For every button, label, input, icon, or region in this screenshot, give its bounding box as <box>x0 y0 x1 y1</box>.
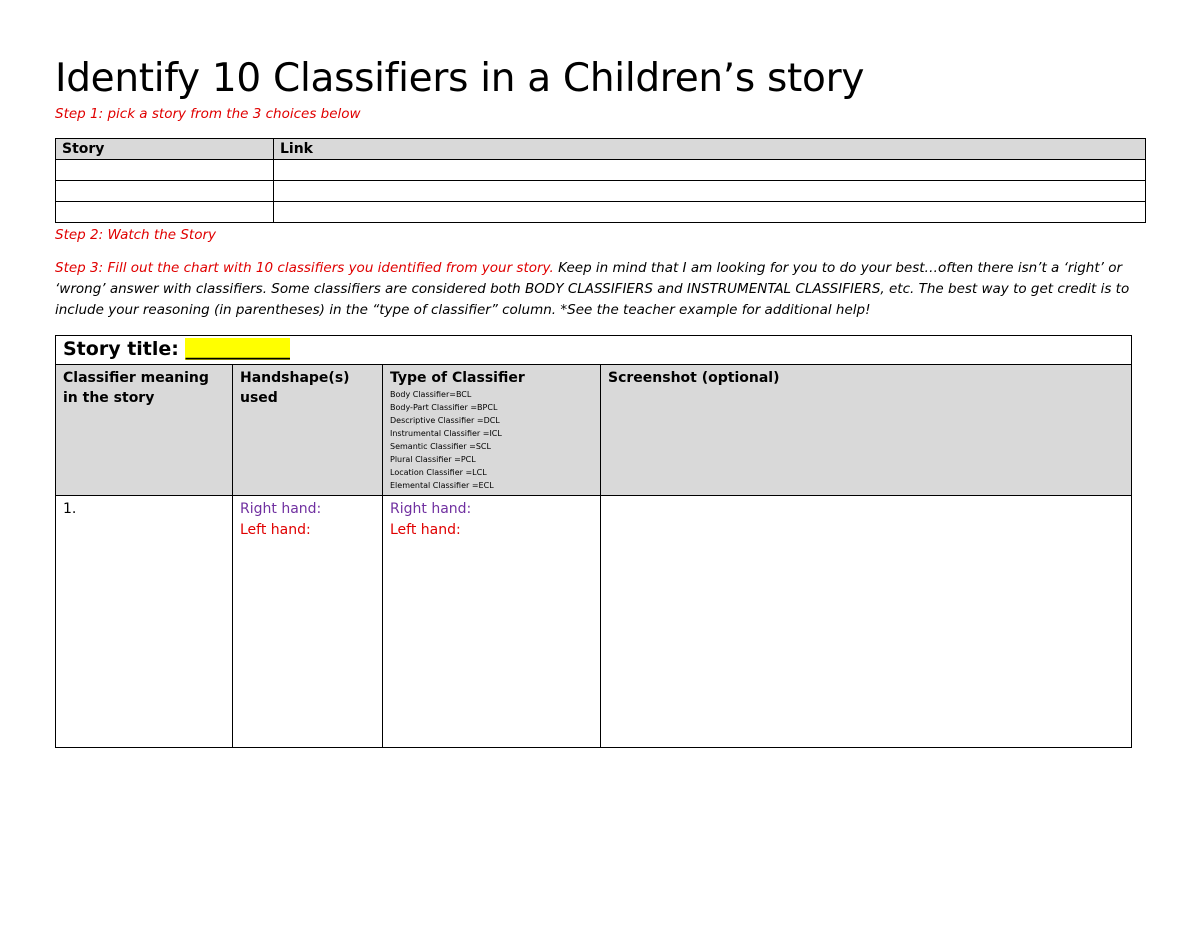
story-title-blank[interactable]: ___________ <box>185 338 290 360</box>
table-row <box>56 202 1146 223</box>
link-column-header: Link <box>274 139 1146 160</box>
story-column-header: Story <box>56 139 274 160</box>
screenshot-column-header: Screenshot (optional) <box>601 365 1132 496</box>
story-title-cell <box>56 336 1132 365</box>
step-3-black-text: Keep in mind that I am looking for you to do your best…often there isn’t a ‘right’ or ‘wrong’ answer with classifiers. Some classifiers are considered both BODY CLASSIFIERS and INSTRUMENTAL CLASSIFIERS, etc. The best way to get credit is to include your reasoning (in parentheses) in the “type of classifier” column. *See the teacher example for additional help! <box>55 260 1130 318</box>
story-choices-table <box>55 138 1146 223</box>
step-3-red-text: Step 3: Fill out the chart with 10 classifiers you identified from your story. <box>55 260 554 276</box>
story-table-header-row <box>56 139 1146 160</box>
step-3-instruction <box>55 258 1145 321</box>
handshape-left-hand-label: Left hand: <box>240 522 311 538</box>
handshape-right-hand-label: Right hand: <box>240 501 322 517</box>
code-plural: Plural Classifier =PCL <box>390 455 476 464</box>
step-2-instruction: Step 2: Watch the Story <box>55 227 217 243</box>
code-body-part: Body-Part Classifier =BPCL <box>390 403 498 412</box>
story-cell[interactable] <box>56 202 274 223</box>
meaning-cell[interactable] <box>56 496 233 748</box>
screenshot-cell[interactable] <box>601 496 1132 748</box>
table-row <box>56 181 1146 202</box>
type-left-hand-label: Left hand: <box>390 522 461 538</box>
step-1-instruction: Step 1: pick a story from the 3 choices below <box>55 106 361 122</box>
type-right-hand-label: Right hand: <box>390 501 472 517</box>
chart-header-row <box>56 365 1132 496</box>
handshape-column-header: Handshape(s) used <box>233 365 383 496</box>
table-row <box>56 496 1132 748</box>
link-cell[interactable] <box>274 160 1146 181</box>
code-body: Body Classifier=BCL <box>390 390 472 399</box>
code-elemental: Elemental Classifier =ECL <box>390 481 494 490</box>
meaning-column-header: Classifier meaning in the story <box>56 365 233 496</box>
story-cell[interactable] <box>56 160 274 181</box>
row-number: 1. <box>63 501 77 517</box>
type-cell[interactable] <box>383 496 601 748</box>
document-title: Identify 10 Classifiers in a Children’s story <box>55 56 865 101</box>
link-cell[interactable] <box>274 181 1146 202</box>
classifier-code-list <box>390 388 593 492</box>
classifier-chart <box>55 335 1132 748</box>
story-title-row <box>56 336 1132 365</box>
code-semantic: Semantic Classifier =SCL <box>390 442 491 451</box>
code-location: Location Classifier =LCL <box>390 468 487 477</box>
story-cell[interactable] <box>56 181 274 202</box>
story-title-label: Story title: <box>63 338 186 360</box>
table-row <box>56 160 1146 181</box>
link-cell[interactable] <box>274 202 1146 223</box>
code-descriptive: Descriptive Classifier =DCL <box>390 416 500 425</box>
code-instrumental: Instrumental Classifier =ICL <box>390 429 502 438</box>
type-column-header <box>383 365 601 496</box>
type-header-label: Type of Classifier <box>390 370 525 386</box>
handshape-cell[interactable] <box>233 496 383 748</box>
